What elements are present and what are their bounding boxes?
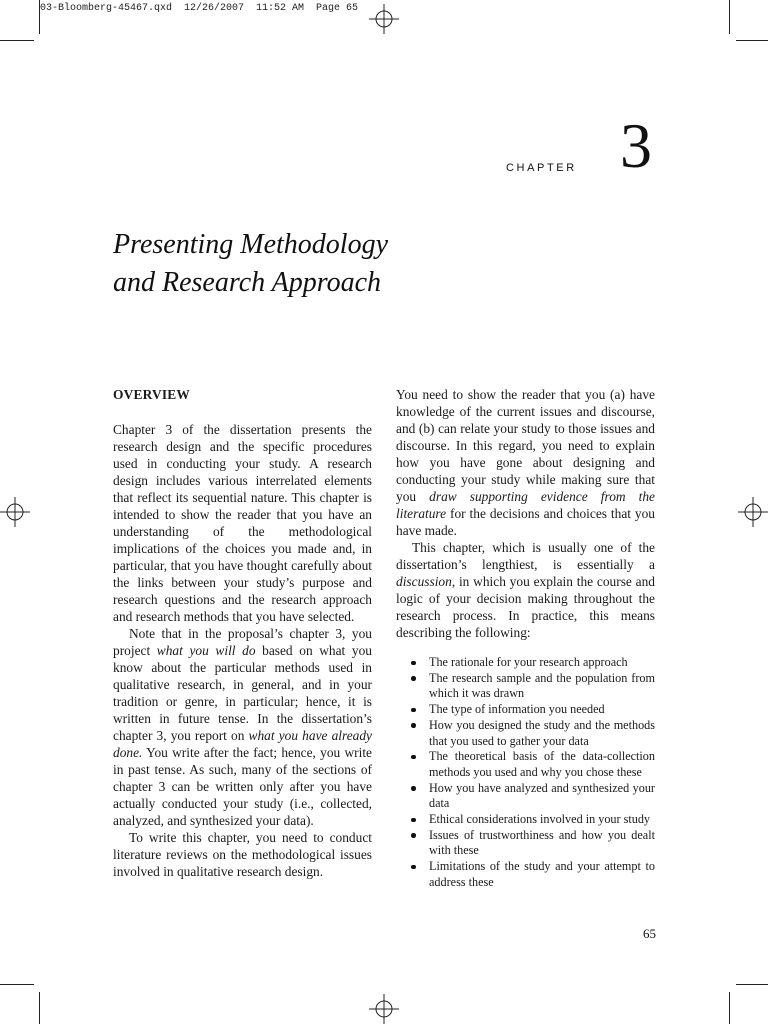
emphasis-text: what you have already done. [113,728,372,760]
printer-slug: 03-Bloomberg-45467.qxd 12/26/2007 11:52 AM Page 65 [40,3,359,14]
chapter-heading [505,110,655,190]
list-item [396,859,655,890]
left-column [113,386,372,880]
paragraph-text: for the decisions and choices that you have made. [396,506,655,538]
list-item-text: Issues of trustworthiness and how you dealt with these [429,827,655,858]
crop-mark-top-right-h [736,40,768,41]
crop-mark-bottom-right-h [736,984,768,985]
bullet-icon [411,676,416,681]
list-item-text: The research sample and the population from which it was drawn [429,670,655,701]
paragraph-text: You need to show the reader that you (a) have knowledge of the current issues and discourse, and (b) can relate your study to those issues and discourse. In this regard, you need to explain how you have gone about designing and conducting your study while making sure that you [396,387,655,504]
paragraph-text: This chapter, which is usually one of the dissertation’s lengthiest, is essentially a [396,540,655,572]
methodology-bullet-list [396,655,655,891]
registration-mark-right [738,497,768,527]
registration-mark-bottom [369,994,399,1024]
section-heading-overview: OVERVIEW [113,387,191,402]
emphasis-text: discussion [396,574,452,589]
list-item-text: The theoretical basis of the data-collection methods you used and why you chose these [429,749,655,779]
chapter-title-line-1: Presenting Methodology [113,229,389,260]
chapter-title-line-2: and Research Approach [113,267,382,298]
list-item [396,812,655,828]
paragraph-overview-2 [113,625,372,829]
bullet-icon [411,786,416,791]
chapter-label: CHAPTER [506,162,577,174]
paragraph-right-2 [396,539,655,641]
list-item-text: How you designed the study and the methods that you used to gather your data [429,717,655,748]
list-item [396,781,655,812]
crop-mark-top-left-v [39,0,40,34]
list-item [396,702,655,718]
list-item-text: The rationale for your research approach [429,655,628,669]
paragraph-text: Note that in the proposal’s chapter 3, you project [113,626,372,658]
crop-mark-bottom-left-h [0,984,34,985]
page-number: 65 [643,926,656,941]
chapter-title [113,226,553,302]
paragraph-text: , in which you explain the course and logic of your decision making throughout the research process. In practice, this means describing the following: [396,574,655,640]
bullet-icon [411,818,416,823]
paragraph-text: based on what you know about the particular methods used in qualitative research, in general, and in your tradition or genre, in particular; hence, it is written in future tense. In the dissertation’s chapter 3, you report on [113,643,372,743]
crop-mark-top-right-v [729,0,730,34]
list-item-text: Limitations of the study and your attempt to address these [429,859,655,889]
list-item [396,671,655,702]
list-item [396,828,655,859]
chapter-number: 3 [620,110,652,181]
bullet-icon [411,661,416,666]
crop-mark-top-left-h [0,40,34,41]
list-item [396,718,655,749]
right-column [396,386,655,891]
bullet-icon [411,865,416,870]
paragraph-overview-1: Chapter 3 of the dissertation presents the research design and the specific procedures used in conducting your study. A research design includes various interrelated elements that reflect its sequential nature. This chapter is intended to show the reader that you have an understanding of the methodological implications of the choices you made and, in particular, that you have thought carefully about the links between your study’s purpose and research questions and the research approach and research methods that you have selected. [113,422,372,624]
list-item-text: The type of information you needed [429,702,605,717]
registration-mark-left [0,497,30,527]
list-item-text: Ethical considerations involved in your study [429,812,651,827]
list-item [396,655,655,671]
bullet-icon [411,723,416,728]
bullet-icon [411,833,416,838]
bullet-icon [411,708,416,713]
crop-mark-bottom-left-v [39,992,40,1024]
emphasis-text: what you will do [156,643,256,658]
paragraph-overview-3: To write this chapter, you need to conduct literature reviews on the methodological issues involved in qualitative research design. [113,830,372,879]
crop-mark-bottom-right-v [729,992,730,1024]
list-item-text: How you have analyzed and synthesized your data [429,780,655,811]
emphasis-text: draw supporting evidence from the literature [396,489,655,521]
paragraph-right-1 [396,386,655,539]
bullet-icon [411,755,416,760]
list-item [396,749,655,780]
paragraph-text: You write after the fact; hence, you write in past tense. As such, many of the sections of chapter 3 can be written only after you have actually conducted your study (i.e., collected, analyzed, and synthesized your data). [113,745,372,828]
registration-mark-top [369,4,399,34]
